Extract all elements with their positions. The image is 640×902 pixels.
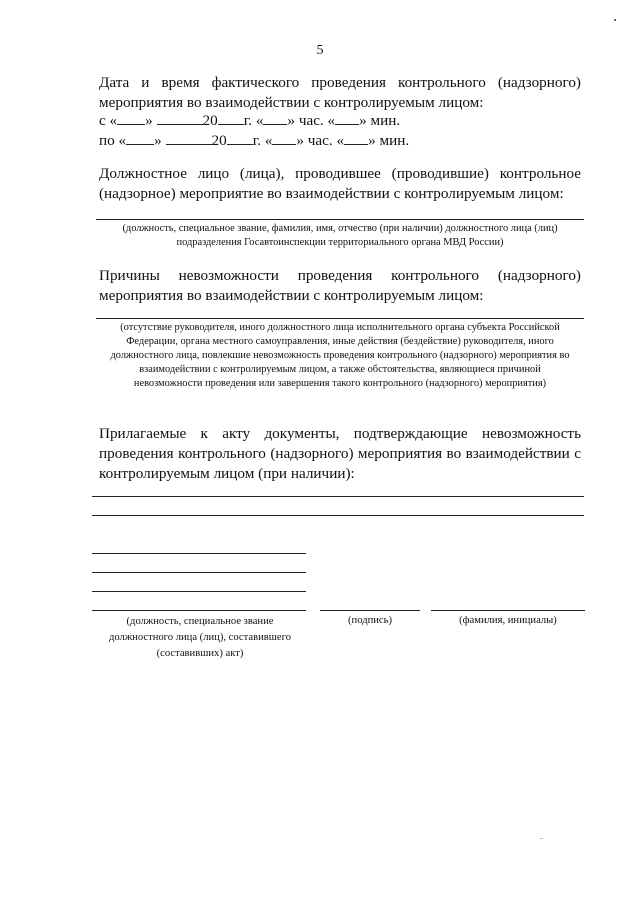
reasons-field-line[interactable] bbox=[96, 318, 584, 319]
reasons-caption: (отсутствие руководителя, иного должностного лица исполнительного органа субъекта Российской Федерации, органа местного самоуправления, иные действия (бездействие) руководителя, иного должностного лица, повлекшие невозможность проведения контрольного (надзорного) мероприятия во взаимодействии с контролируемым лицом, а также обстоятельства, являющиеся причиной невозможности проведения или завершения такого контрольного (надзорного) мероприятия) bbox=[110, 322, 570, 389]
scan-speck bbox=[614, 19, 616, 21]
year-blank[interactable] bbox=[218, 111, 244, 125]
day-blank[interactable] bbox=[117, 111, 145, 125]
name-caption: (фамилия, инициалы) bbox=[459, 615, 557, 626]
position-line-2[interactable] bbox=[92, 572, 306, 573]
datetime-to-row: по « » 20 г. « » час. « » мин. bbox=[99, 132, 410, 149]
position-line-1[interactable] bbox=[92, 553, 306, 554]
documents-heading: Прилагаемые к акту документы, подтверждающие невозможность проведения контрольного (надзорного) мероприятия во взаимодействии с контролируемым лицом (при наличии): bbox=[99, 425, 581, 482]
position-line-3[interactable] bbox=[92, 591, 306, 592]
position-line-4[interactable] bbox=[92, 610, 306, 611]
hour-blank[interactable] bbox=[263, 111, 287, 125]
documents-field-line-2[interactable] bbox=[92, 515, 584, 516]
datetime-heading: Дата и время фактического проведения контрольного (надзорного) мероприятия во взаимодействии с контролируемым лицом: bbox=[99, 74, 581, 111]
official-field-line[interactable] bbox=[96, 219, 584, 220]
month-blank[interactable] bbox=[166, 131, 212, 145]
minute-blank[interactable] bbox=[335, 111, 359, 125]
scan-speck bbox=[540, 838, 543, 839]
position-caption: (должность, специальное звание должностного лица (лиц), составившего (составивших) акт) bbox=[109, 616, 291, 659]
official-caption: (должность, специальное звание, фамилия, имя, отчество (при наличии) должностного лица (лиц) подразделения Госавтоинспекции территориального органа МВД России) bbox=[122, 223, 558, 248]
minute-blank[interactable] bbox=[344, 131, 368, 145]
page-number: 5 bbox=[316, 43, 324, 58]
hour-blank[interactable] bbox=[272, 131, 296, 145]
datetime-from-row: с « » 20 г. « » час. « » мин. bbox=[99, 112, 401, 129]
signature-caption: (подпись) bbox=[348, 615, 392, 626]
official-heading: Должностное лицо (лица), проводившее (проводившие) контрольное (надзорное) мероприятие во взаимодействии с контролируемым лицом: bbox=[99, 165, 581, 202]
day-blank[interactable] bbox=[126, 131, 154, 145]
name-line[interactable] bbox=[431, 610, 585, 611]
month-blank[interactable] bbox=[157, 111, 203, 125]
documents-field-line-1[interactable] bbox=[92, 496, 584, 497]
year-blank[interactable] bbox=[227, 131, 253, 145]
reasons-heading: Причины невозможности проведения контрольного (надзорного) мероприятия во взаимодействии с контролируемым лицом: bbox=[99, 267, 581, 304]
signature-line[interactable] bbox=[320, 610, 420, 611]
